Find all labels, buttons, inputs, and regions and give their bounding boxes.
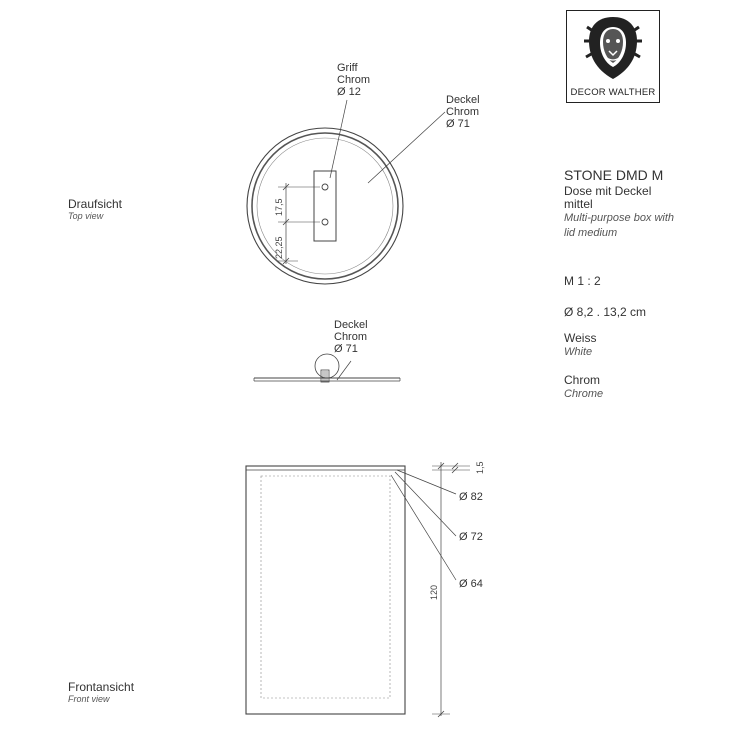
finish-1-de: Weiss	[564, 331, 597, 345]
finish-1	[564, 331, 596, 360]
product-desc-en-1: Multi-purpose box with	[564, 212, 675, 224]
finish-2-de: Chrom	[564, 373, 601, 387]
product-desc-de-2: mittel	[564, 197, 593, 211]
view-top-de: Draufsicht	[68, 197, 123, 211]
product-title: STONE DMD M	[564, 167, 664, 183]
product-dimensions: Ø 8,2 . 13,2 cm	[564, 305, 647, 319]
product-desc-en-2: lid medium	[564, 227, 618, 239]
view-label-top	[68, 198, 122, 222]
callout-d72: Ø 72	[459, 531, 483, 543]
callout-deckel-top-line3: Ø 71	[446, 118, 470, 130]
callout-d82: Ø 82	[459, 491, 483, 503]
finish-2	[564, 373, 603, 402]
view-front-en: Front view	[68, 694, 110, 704]
callout-d64: Ø 64	[459, 578, 483, 590]
callout-deckel-top	[446, 94, 480, 130]
callout-deckel-top-line1: Deckel	[446, 94, 480, 106]
callout-griff-line1: Griff	[337, 62, 358, 74]
logo-text: DECOR WALTHER	[570, 87, 656, 98]
view-top-en: Top view	[68, 211, 104, 221]
product-desc-de-1: Dose mit Deckel	[564, 184, 652, 198]
view-label-front	[68, 681, 134, 705]
callout-griff-line3: Ø 12	[337, 86, 361, 98]
product-info	[564, 167, 674, 241]
side-view	[254, 354, 400, 382]
callout-deckel-side	[334, 319, 368, 355]
callout-deckel-side-line3: Ø 71	[334, 343, 358, 355]
finish-2-en: Chrome	[564, 388, 604, 400]
dim-rim: 1,5	[475, 461, 485, 474]
callout-griff-line2: Chrom	[337, 74, 371, 86]
dim-handle-height: 17,5	[274, 198, 284, 216]
dim-handle-offset: 22,25	[274, 236, 284, 259]
dim-height: 120	[429, 584, 439, 600]
finish-1-en: White	[564, 346, 593, 358]
view-front-de: Frontansicht	[68, 680, 135, 694]
callout-deckel-side-line2: Chrom	[334, 331, 368, 343]
callout-griff	[337, 62, 370, 98]
callout-deckel-side-line1: Deckel	[334, 319, 368, 331]
product-scale: M 1 : 2	[564, 274, 601, 288]
callout-deckel-top-line2: Chrom	[446, 106, 480, 118]
